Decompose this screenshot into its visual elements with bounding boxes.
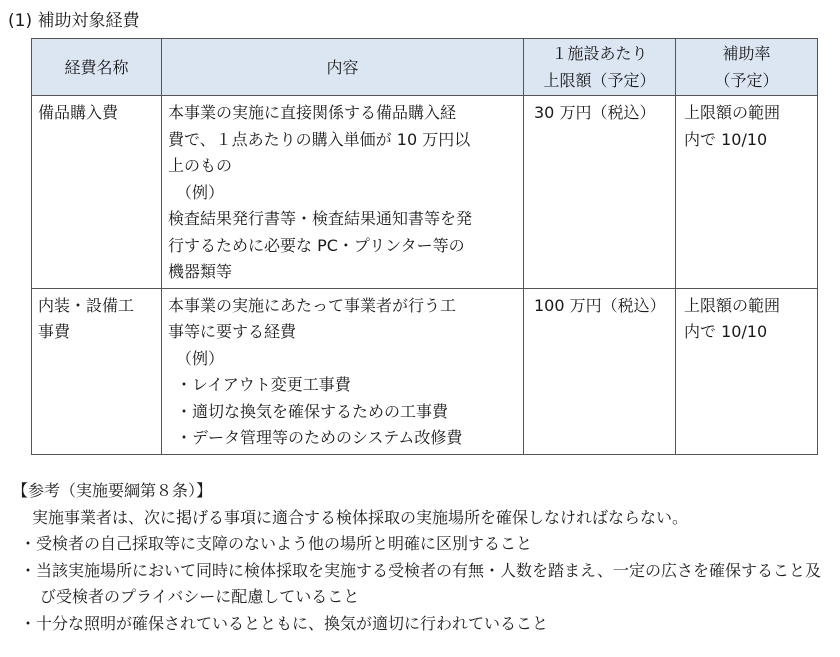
rate-line: 内で 10/10 bbox=[684, 129, 768, 149]
content-line: 機器類等 bbox=[168, 262, 233, 281]
content-line: ・データ管理等のためのシステム改修費 bbox=[176, 428, 463, 447]
subsidy-expense-table bbox=[31, 38, 818, 455]
content-line: 事等に要する経費 bbox=[168, 322, 297, 341]
cell-rate bbox=[676, 288, 818, 454]
expense-name-line: 事費 bbox=[38, 322, 71, 341]
cell-limit bbox=[524, 288, 676, 454]
content-line: 費で、１点あたりの購入単価が 10 万円以 bbox=[168, 129, 471, 149]
content-line: （例） bbox=[176, 182, 225, 202]
section-title: (1) 補助対象経費 bbox=[8, 11, 140, 31]
reference-section bbox=[12, 478, 832, 637]
header-rate bbox=[676, 39, 818, 96]
cell-content bbox=[162, 96, 524, 289]
header-rate-line: （予定） bbox=[714, 71, 779, 90]
reference-item: ・十分な照明が確保されているとともに、換気が適切に行われていること bbox=[20, 613, 549, 633]
limit-value: 100 万円（税込） bbox=[534, 295, 666, 315]
table-row bbox=[32, 96, 818, 289]
header-rate-line: 補助率 bbox=[722, 44, 771, 63]
cell-expense-name bbox=[32, 96, 162, 289]
header-limit-line: 上限額（予定） bbox=[543, 71, 656, 90]
reference-heading: 【参考（実施要綱第８条）】 bbox=[12, 481, 213, 500]
cell-content bbox=[162, 288, 524, 454]
header-limit bbox=[524, 39, 676, 96]
header-limit-line: １施設あたり bbox=[551, 44, 648, 63]
rate-line: 上限額の範囲 bbox=[684, 103, 781, 122]
content-line: 上のもの bbox=[168, 156, 233, 175]
limit-value: 30 万円（税込） bbox=[534, 103, 656, 122]
content-line: （例） bbox=[176, 348, 225, 368]
rate-line: 上限額の範囲 bbox=[684, 295, 781, 315]
reference-item: ・当該実施場所において同時に検体採取を実施する受検者の有無・人数を踏まえ、一定の広さを確保すること及び受検者のプライバシーに配慮していること bbox=[20, 560, 821, 606]
content-line: 本事業の実施に直接関係する備品購入経 bbox=[168, 103, 457, 122]
rate-line: 内で 10/10 bbox=[684, 322, 768, 341]
header-content: 内容 bbox=[162, 39, 524, 96]
expense-name-line: 備品購入費 bbox=[38, 103, 119, 122]
table-header-row bbox=[32, 39, 818, 96]
reference-lead: 実施事業者は、次に掲げる事項に適合する検体採取の実施場所を確保しなければならない。 bbox=[32, 507, 689, 527]
content-line: ・レイアウト変更工事費 bbox=[176, 375, 351, 394]
table-row bbox=[32, 288, 818, 454]
cell-limit bbox=[524, 96, 676, 289]
expense-name-line: 内装・設備工 bbox=[38, 295, 135, 315]
header-expense-name: 経費名称 bbox=[32, 39, 162, 96]
content-line: ・適切な換気を確保するための工事費 bbox=[176, 401, 449, 421]
content-line: 行するために必要な PC・プリンター等の bbox=[168, 235, 465, 255]
cell-expense-name bbox=[32, 288, 162, 454]
content-line: 検査結果発行書等・検査結果通知書等を発 bbox=[168, 209, 473, 228]
cell-rate bbox=[676, 96, 818, 289]
reference-item: ・受検者の自己採取等に支障のないよう他の場所と明確に区別すること bbox=[20, 534, 533, 553]
content-line: 本事業の実施にあたって事業者が行う工 bbox=[168, 295, 457, 315]
